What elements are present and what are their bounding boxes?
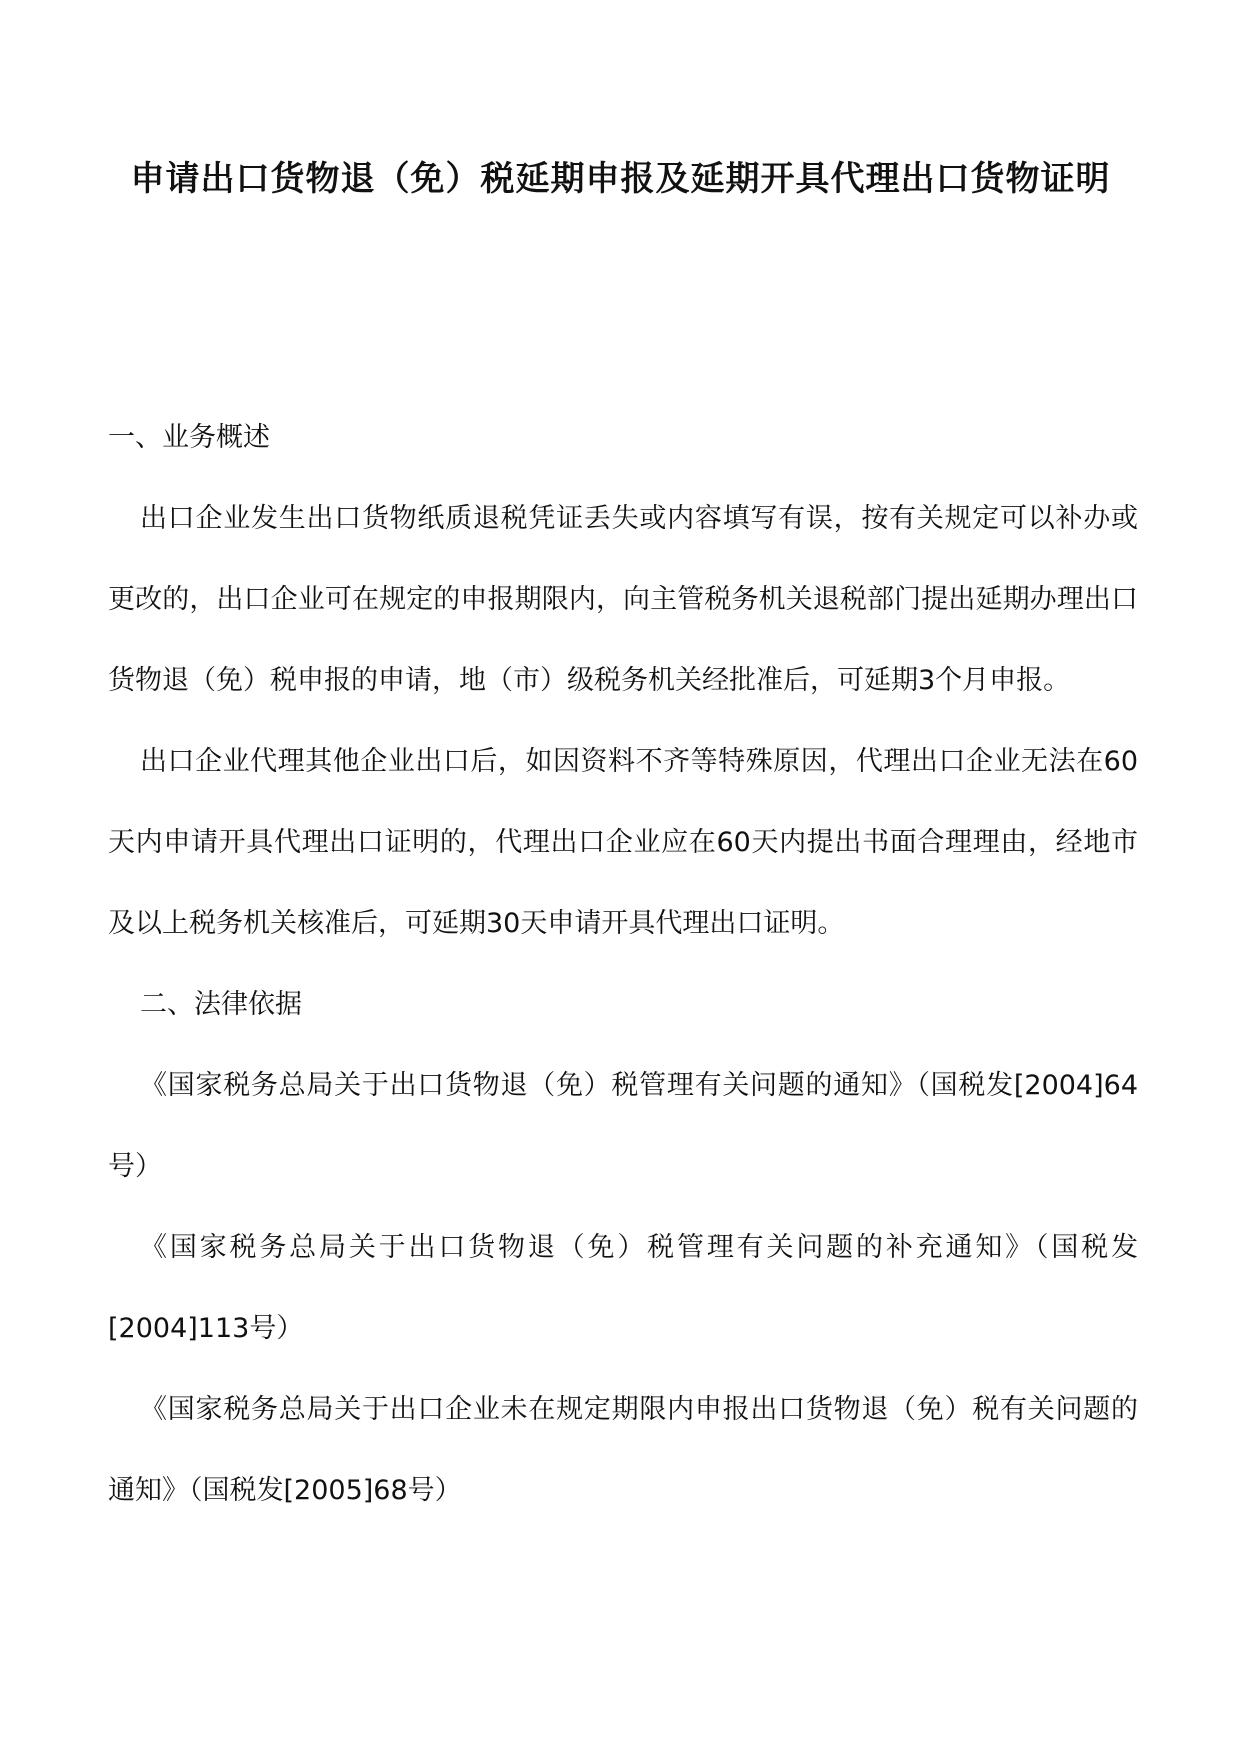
section-heading-overview: 一、业务概述 (108, 422, 270, 453)
document-title: 申请出口货物退（免）税延期申报及延期开具代理出口货物证明 (130, 159, 1111, 199)
paragraph-overview-1: 出口企业发生出口货物纸质退税凭证丢失或内容填写有误，按有关规定可以补办或更改的，出口企业可在规定的申报期限内，向主管税务机关退税部门提出延期办理出口货物退（免）税申报的申请，地（市）级税务机关经批准后，可延期3个月申报。 (108, 503, 1138, 696)
section-heading-legal-basis: 二、法律依据 (140, 989, 302, 1020)
legal-reference-2: 《国家税务总局关于出口货物退（免）税管理有关问题的补充通知》（国税发[2004]113号） (108, 1232, 1138, 1344)
legal-reference-3: 《国家税务总局关于出口企业未在规定期限内申报出口货物退（免）税有关问题的通知》（国税发[2005]68号） (108, 1394, 1138, 1506)
legal-reference-1: 《国家税务总局关于出口货物退（免）税管理有关问题的通知》（国税发[2004]64号） (108, 1070, 1138, 1182)
document-body (108, 397, 1138, 1531)
paragraph-overview-2: 出口企业代理其他企业出口后，如因资料不齐等特殊原因，代理出口企业无法在60天内申请开具代理出口证明的，代理出口企业应在60天内提出书面合理理由，经地市及以上税务机关核准后，可延期30天申请开具代理出口证明。 (108, 746, 1138, 939)
